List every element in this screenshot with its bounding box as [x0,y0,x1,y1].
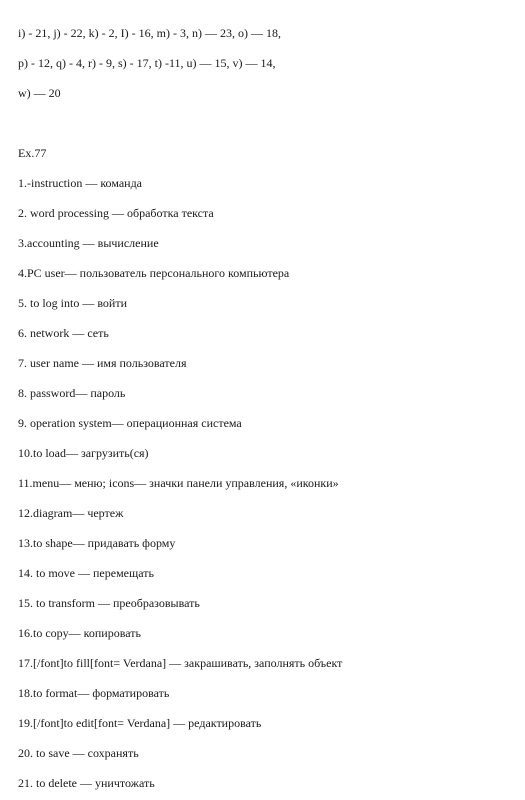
vocab-item-3: 3.accounting — вычисление [18,236,159,250]
vocab-item-14: 14. to move — перемещать [18,566,154,580]
vocab-item-21: 21. to delete — уничтожать [18,776,155,790]
vocab-item-7: 7. user name — имя пользователя [18,356,187,370]
vocab-item-9: 9. operation system— операционная система [18,416,242,430]
vocab-item-20: 20. to save — сохранять [18,746,139,760]
answers-line-2: p) - 12, q) - 4, r) - 9, s) - 17, t) -11, u) — 15, v) — 14, [18,56,276,70]
vocab-item-4: 4.PC user— пользователь персонального компьютера [18,266,290,280]
vocab-item-2: 2. word processing — обработка текста [18,206,214,220]
answers-line-1: i) - 21, j) - 22, k) - 2, I) - 16, m) - 3, n) — 23, o) — 18, [18,26,281,40]
vocab-item-18: 18.to format— форматировать [18,686,170,700]
vocab-item-17: 17.[/font]to fill[font= Verdana] — закрашивать, заполнять объект [18,656,343,670]
answers-line-3: w) — 20 [18,86,61,100]
vocab-item-16: 16.to copy— копировать [18,626,141,640]
vocab-item-11: 11.menu— меню; icons— значки панели управления, «иконки» [18,476,339,490]
vocab-item-15: 15. to transform — преобразовывать [18,596,200,610]
vocab-item-19: 19.[/font]to edit[font= Verdana] — редактировать [18,716,262,730]
vocab-item-1: 1.-instruction — команда [18,176,143,190]
vocab-item-12: 12.diagram— чертеж [18,506,124,520]
vocab-item-5: 5. to log into — войти [18,296,128,310]
vocab-item-10: 10.to load— загрузить(ся) [18,446,149,460]
vocab-item-6: 6. network — сеть [18,326,109,340]
exercise-heading: Ex.77 [18,146,47,160]
vocab-item-8: 8. password— пароль [18,386,126,400]
vocab-item-13: 13.to shape— придавать форму [18,536,176,550]
